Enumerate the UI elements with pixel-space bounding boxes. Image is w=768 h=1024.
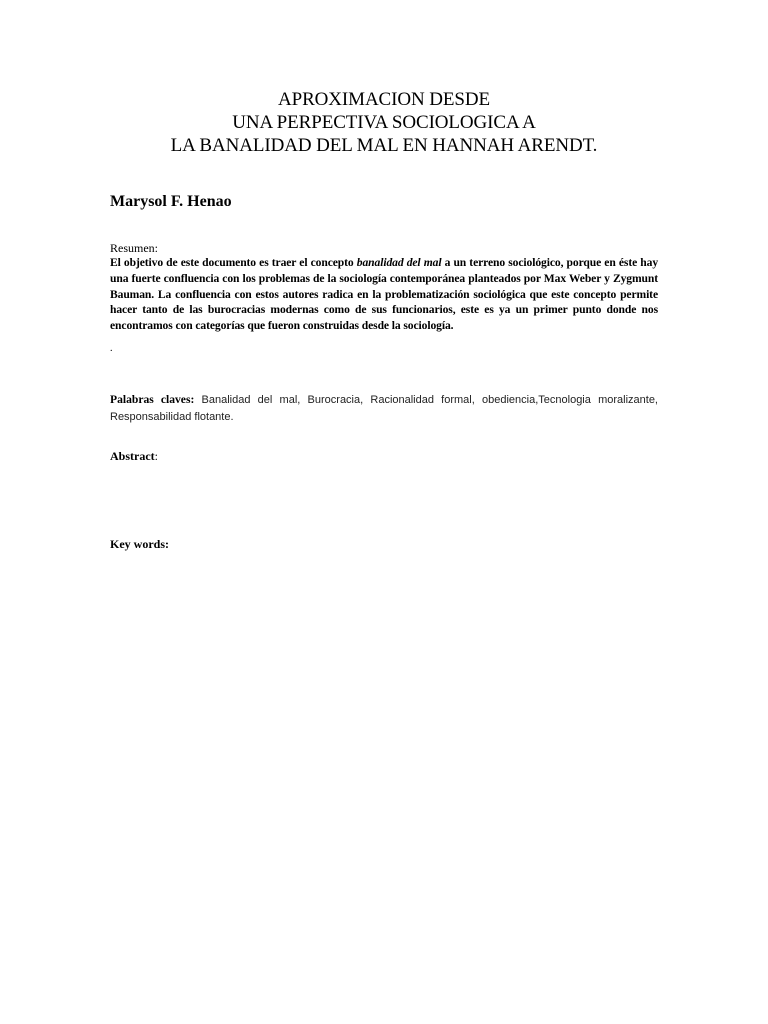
palabras-claves-label: Palabras claves: (110, 393, 195, 406)
resumen-text (110, 255, 658, 334)
key-words-label: Key words: (110, 537, 169, 551)
palabras-claves (110, 392, 658, 425)
resumen-text-end: a un terreno sociológico, porque en éste hay una fuerte confluencia con los problemas de la sociología contemporánea planteados por Max Weber y Zygmunt Bauman. La confluencia con estos autores radica en la problematización sociológica que este concepto permite hacer tanto de las burocracias modernas como de sus funcionarios, este es ya un primer punto donde nos encontramos con categorías que fueron construidas desde la sociología. (110, 256, 659, 333)
title-line-2: UNA PERPECTIVA SOCIOLOGICA A (232, 112, 536, 133)
title-line-3: LA BANALIDAD DEL MAL EN HANNAH ARENDT. (170, 135, 598, 156)
resumen-trailing-mark: . (110, 343, 113, 354)
resumen-text-start: El objetivo de este documento es traer el concepto (110, 256, 357, 269)
palabras-claves-value: Banalidad del mal, Burocracia, Racionalidad formal, obediencia,Tecnologia moralizante, Responsabilidad flotante. (110, 394, 658, 423)
abstract-label: Abstract (110, 449, 155, 463)
abstract (110, 449, 158, 464)
author-name: Marysol F. Henao (110, 193, 232, 210)
document-title (60, 88, 708, 157)
resumen-label: Resumen: (110, 241, 158, 255)
abstract-suffix: : (154, 449, 158, 463)
resumen-italic-term: banalidad del mal (356, 256, 442, 269)
title-line-1: APROXIMACION DESDE (278, 89, 490, 110)
